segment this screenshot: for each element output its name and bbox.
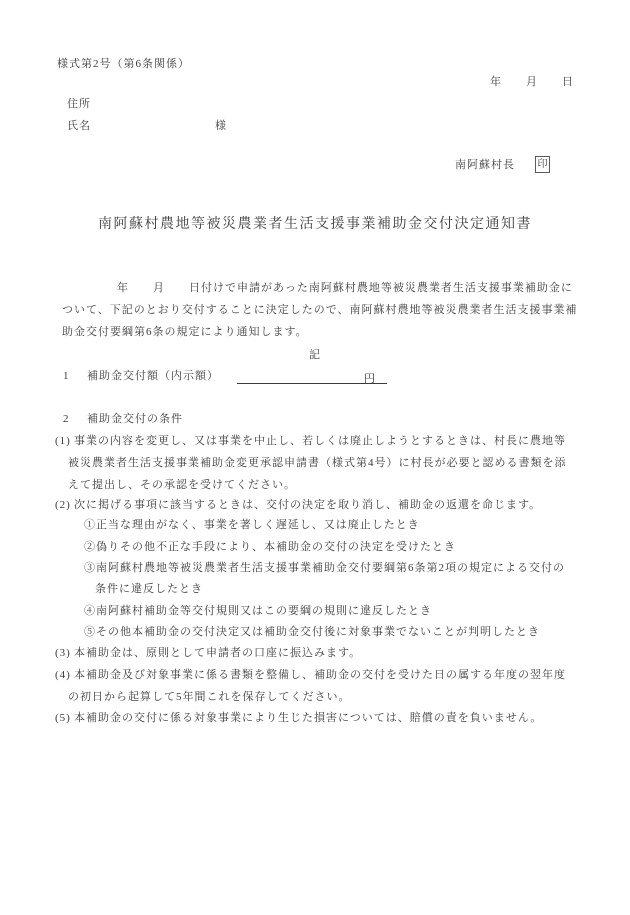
item2-label: 補助金交付の条件 xyxy=(87,413,183,425)
condition-5-marker: (5) xyxy=(55,712,71,724)
condition-2-sub-item-3: ③南阿蘇村農地等被災農業者生活支援事業補助金交付要綱第6条第2項の規定による交付の xyxy=(84,562,565,574)
condition-2-text-line-1: 次に掲げる事項に該当するときは、交付の決定を取り消し、補助金の返還を命じます。 xyxy=(74,499,542,511)
seal-mark-box: 印 xyxy=(535,156,550,173)
condition-5-text-line-1: 本補助金の交付に係る対象事業により生じた損害については、賠償の責を負いません。 xyxy=(74,712,543,724)
intro-line-1: 年 月 日付けで申請があった南阿蘇村農地等被災農業者生活支援事業補助金に xyxy=(117,282,573,294)
amount-blank-line xyxy=(237,369,387,384)
condition-2-marker: (2) xyxy=(55,499,71,511)
condition-2-sub-item-5: ⑤その他本補助金の交付決定又は補助金交付後に対象事業でないことが判明したとき xyxy=(84,626,540,638)
condition-1-text-line-1: 事業の内容を変更し、又は事業を中止し、若しくは廃止しようとするときは、村長に農地等 xyxy=(74,435,566,447)
recipient-honorific: 様 xyxy=(215,120,227,132)
item1-number: 1 xyxy=(63,370,70,382)
intro-line-2: ついて、下記のとおり交付することに決定したので、南阿蘇村農地等被災農業者生活支援事業補 xyxy=(62,304,578,316)
condition-3-marker: (3) xyxy=(55,647,71,659)
condition-2-sub-item-4: ④南阿蘇村補助金等交付規則又はこの要綱の規則に違反したとき xyxy=(84,605,432,617)
condition-1-text-line-2: 被災農業者生活支援事業補助金変更承認申請書（様式第4号）に村長が必要と認める書類を添 xyxy=(68,457,567,469)
amount-unit: 円 xyxy=(364,373,376,385)
record-marker: 記 xyxy=(309,349,321,361)
recipient-name-label: 氏名 xyxy=(67,120,91,132)
condition-4-marker: (4) xyxy=(55,669,71,681)
recipient-address-label: 住所 xyxy=(67,98,91,110)
condition-4-text-line-2: の初日から起算して5年間これを保存してください。 xyxy=(68,691,351,703)
condition-2-sub-item-2: ②偽りその他不正な手段により、本補助金の交付の決定を受けたとき xyxy=(84,541,456,553)
condition-1-text-line-3: えて提出し、その承認を受けてください。 xyxy=(68,479,296,491)
item1-label: 補助金交付額（内示額） xyxy=(87,370,219,382)
document-title: 南阿蘇村農地等被災農業者生活支援事業補助金交付決定通知書 xyxy=(98,217,532,232)
item2-number: 2 xyxy=(63,413,70,425)
condition-2-sub-item-3-continuation: 条件に違反したとき xyxy=(95,583,203,595)
condition-3-text-line-1: 本補助金は、原則として申請者の口座に振込みます。 xyxy=(74,647,362,659)
intro-line-3: 助金交付要綱第6条の規定により通知します。 xyxy=(62,326,308,338)
issuer-mayor-title: 南阿蘇村長 xyxy=(455,159,515,171)
condition-1-marker: (1) xyxy=(55,435,71,447)
date-line: 年 月 日 xyxy=(490,76,574,88)
form-number: 様式第2号（第6条関係） xyxy=(57,58,190,70)
condition-2-sub-item-1: ①正当な理由がなく、事業を著しく遅延し、又は廃止したとき xyxy=(84,519,420,531)
condition-4-text-line-1: 本補助金及び対象事業に係る書類を整備し、補助金の交付を受けた日の属する年度の翌年度 xyxy=(74,669,566,681)
